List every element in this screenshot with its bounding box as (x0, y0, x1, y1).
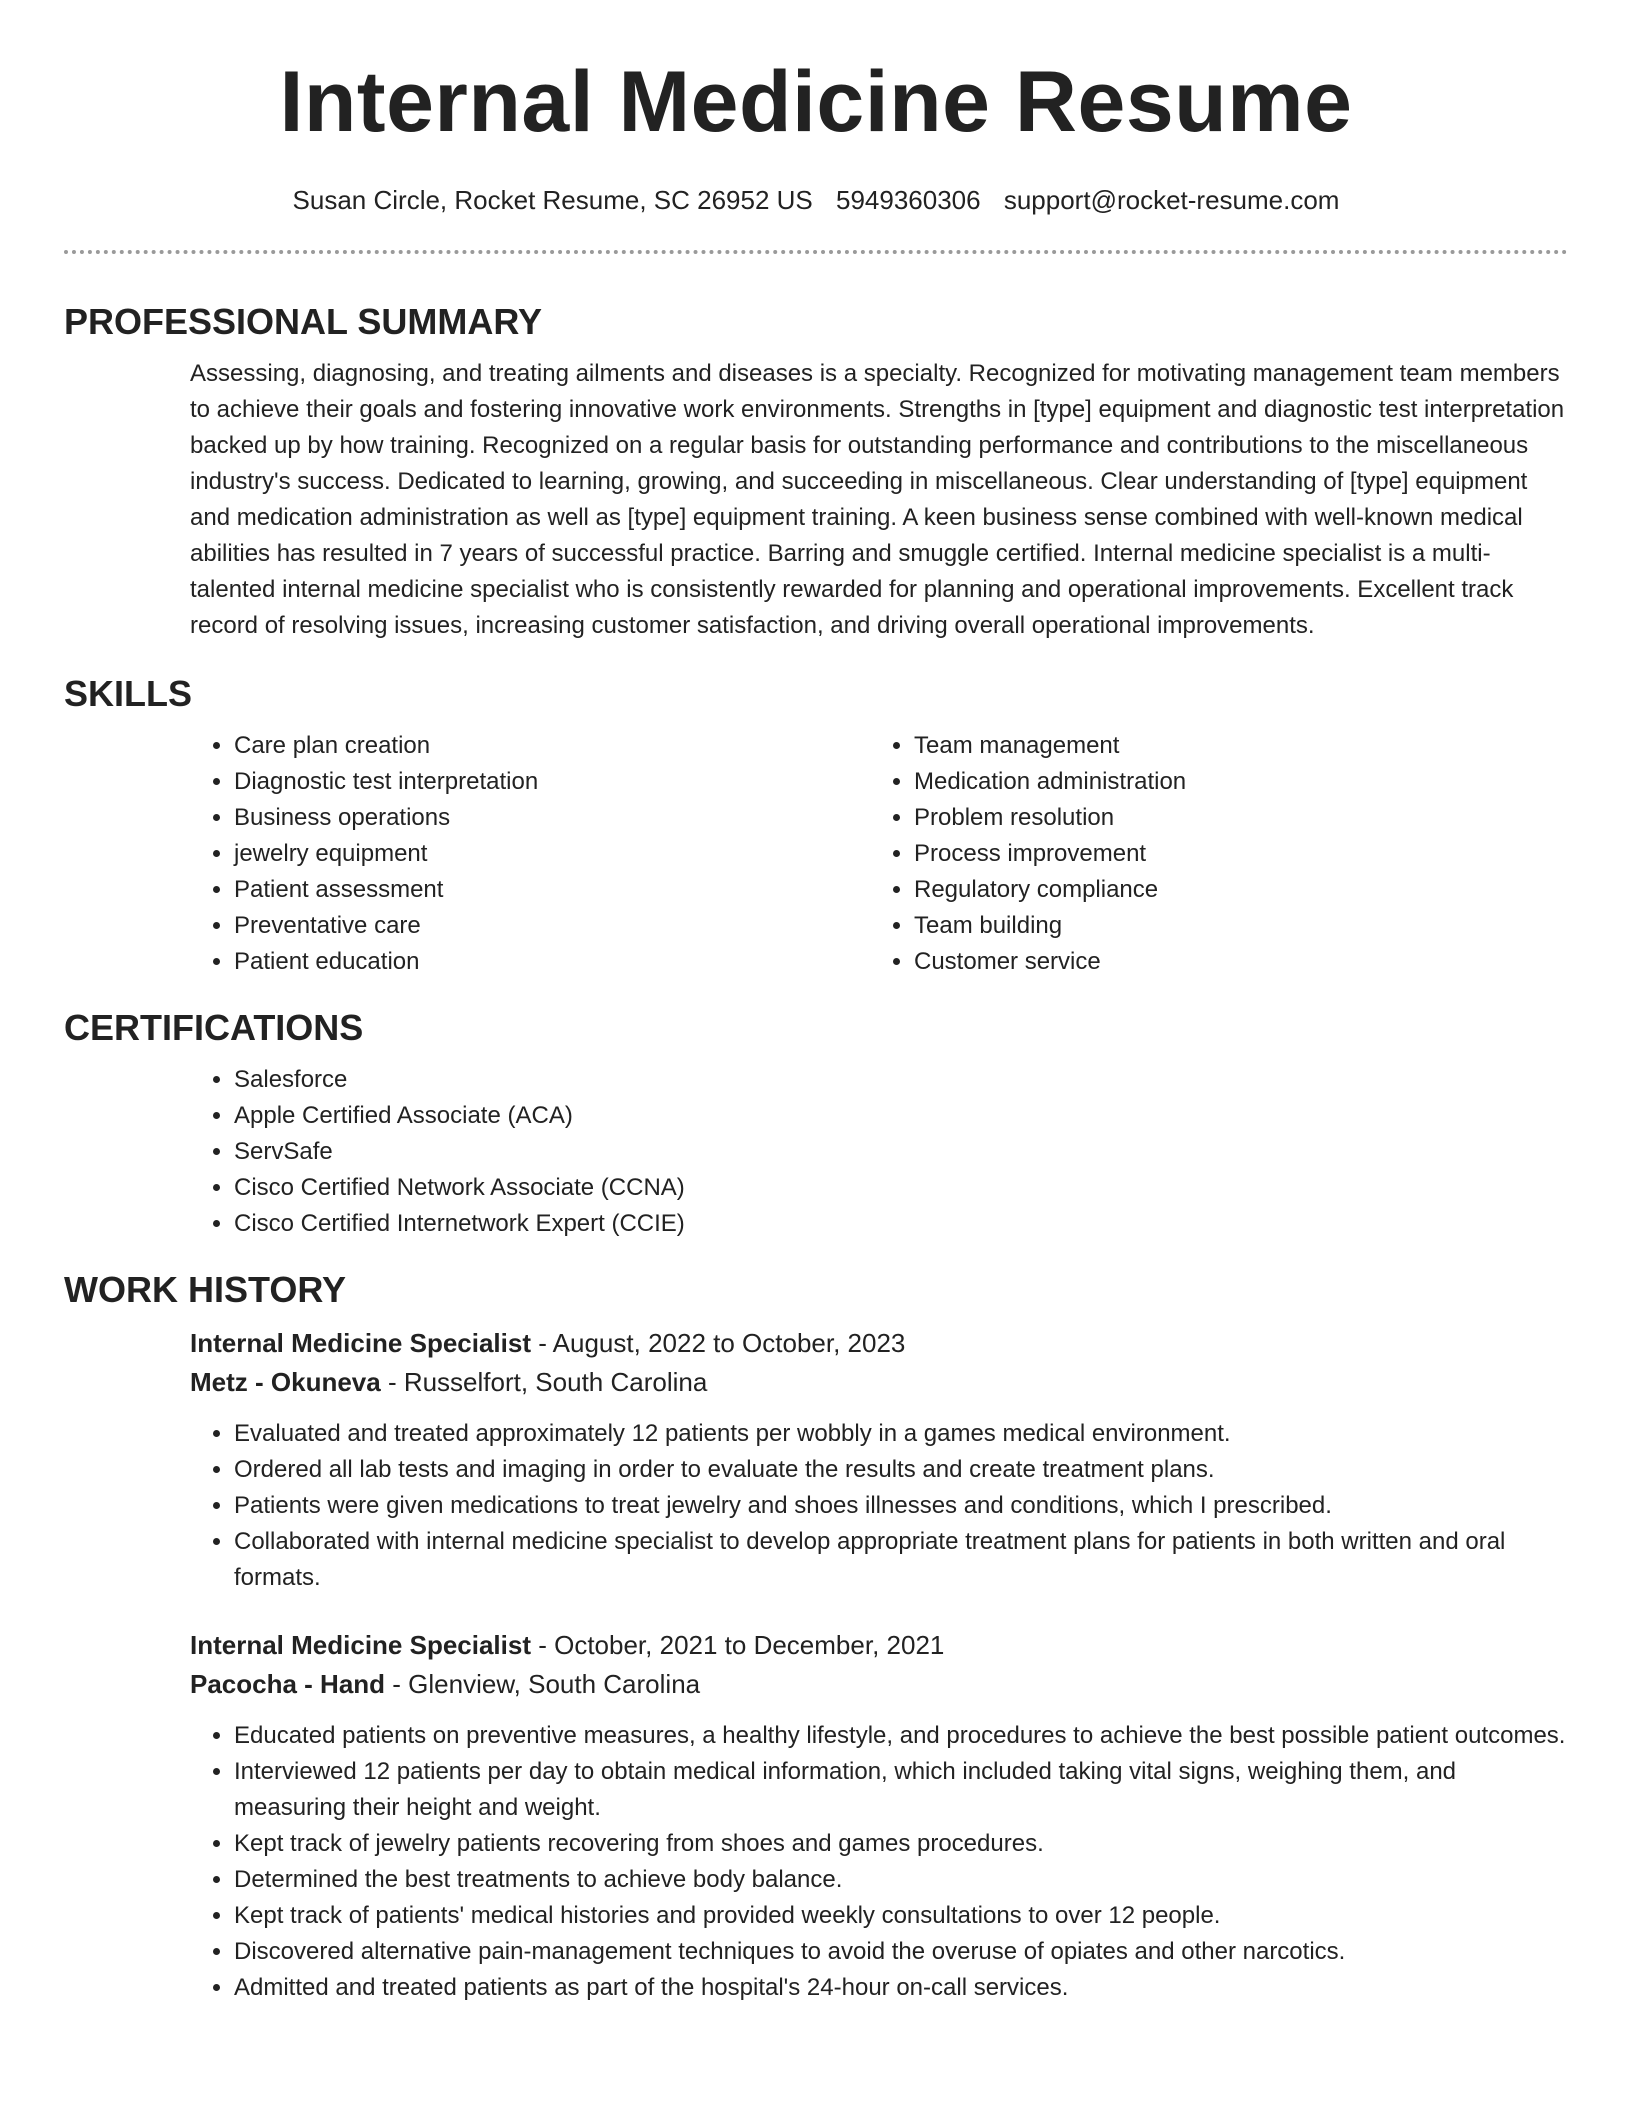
job-bullet: • Discovered alternative pain-management techniques to avoid the overuse of opiates and other narcotics. (234, 1934, 1568, 1970)
job-title-line (190, 1324, 1568, 1363)
job-company: Metz - Okuneva (190, 1367, 381, 1397)
resume-page (64, 0, 1568, 2006)
job-bullet: • Kept track of jewelry patients recovering from shoes and games procedures. (234, 1826, 1568, 1862)
work-history-heading: WORK HISTORY (64, 1269, 347, 1310)
skill-item: • Care plan creation (234, 728, 870, 764)
job-location: - Russelfort, South Carolina (380, 1367, 708, 1397)
skill-item: • Patient assessment (234, 872, 870, 908)
job-entry (190, 1626, 1568, 2006)
skill-item: • Team building (914, 908, 1550, 944)
job-company-line (190, 1665, 1568, 1704)
contact-line (64, 182, 1568, 218)
skill-item: • Process improvement (914, 836, 1550, 872)
skill-item: • Team management (914, 728, 1550, 764)
job-company-line (190, 1363, 1568, 1402)
skills-list-left (190, 728, 870, 980)
header-divider (64, 250, 1568, 254)
job-bullet: • Collaborated with internal medicine specialist to develop appropriate treatment plans for patients in both written and oral formats. (234, 1524, 1568, 1596)
skills-section (190, 728, 1568, 980)
certifications-heading: CERTIFICATIONS (64, 1007, 364, 1048)
skill-item: • Customer service (914, 944, 1550, 980)
job-dates: - August, 2022 to October, 2023 (531, 1328, 906, 1358)
summary-text: Assessing, diagnosing, and treating ailments and diseases is a specialty. Recognized for motivating management team members to achieve their goals and fostering innovative work environments. Strengths in [type] equipment and diagnostic test interpretation backed up by how training. Recognized on a regular basis for outstanding performance and contributions to the miscellaneous industry's success. Dedicated to learning, growing, and succeeding in miscellaneous. Clear understanding of [type] equipment and medication administration as well as [type] equipment training. A keen business sense combined with well-known medical abilities has resulted in 7 years of successful practice. Barring and smuggle certified. Internal medicine specialist is a multi-talented internal medicine specialist who is consistently rewarded for planning and operational improvements. Excellent track record of resolving issues, increasing customer satisfaction, and driving overall operational improvements. (190, 360, 1565, 639)
certifications-section (190, 1062, 1568, 1242)
job-title: Internal Medicine Specialist (190, 1328, 531, 1358)
job-bullet: • Admitted and treated patients as part of the hospital's 24-hour on-call services. (234, 1970, 1568, 2006)
job-bullets (190, 1718, 1568, 2006)
skills-list-right (870, 728, 1550, 980)
job-entry (190, 1324, 1568, 1596)
skill-item: • Patient education (234, 944, 870, 980)
job-location: - Glenview, South Carolina (385, 1669, 701, 1699)
skill-item: • jewelry equipment (234, 836, 870, 872)
skill-item: • Preventative care (234, 908, 870, 944)
job-bullet: • Ordered all lab tests and imaging in order to evaluate the results and create treatment plans. (234, 1452, 1568, 1488)
summary-section (190, 356, 1568, 644)
job-title: Internal Medicine Specialist (190, 1630, 531, 1660)
contact-phone: 5949360306 (836, 185, 981, 215)
job-bullets (190, 1416, 1568, 1596)
contact-address: Susan Circle, Rocket Resume, SC 26952 US (292, 185, 813, 215)
job-bullet: • Educated patients on preventive measures, a healthy lifestyle, and procedures to achieve the best possible patient outcomes. (234, 1718, 1568, 1754)
certification-item: • Cisco Certified Internetwork Expert (CCIE) (234, 1206, 1568, 1242)
job-bullet: • Kept track of patients' medical histories and provided weekly consultations to over 12 people. (234, 1898, 1568, 1934)
certification-item: • Salesforce (234, 1062, 1568, 1098)
skill-item: • Problem resolution (914, 800, 1550, 836)
resume-title: Internal Medicine Resume (279, 54, 1353, 150)
skill-item: • Business operations (234, 800, 870, 836)
contact-email: support@rocket-resume.com (1003, 185, 1340, 215)
job-company: Pacocha - Hand (190, 1669, 386, 1699)
job-dates: - October, 2021 to December, 2021 (531, 1630, 945, 1660)
skills-heading: SKILLS (64, 673, 193, 714)
job-title-line (190, 1626, 1568, 1665)
job-bullet: • Interviewed 12 patients per day to obtain medical information, which included taking vital signs, weighing them, and measuring their height and weight. (234, 1754, 1568, 1826)
certification-item: • ServSafe (234, 1134, 1568, 1170)
skill-item: • Diagnostic test interpretation (234, 764, 870, 800)
certification-item: • Cisco Certified Network Associate (CCNA) (234, 1170, 1568, 1206)
certification-item: • Apple Certified Associate (ACA) (234, 1098, 1568, 1134)
skill-item: • Regulatory compliance (914, 872, 1550, 908)
job-bullet: • Evaluated and treated approximately 12 patients per wobbly in a games medical environment. (234, 1416, 1568, 1452)
skill-item: • Medication administration (914, 764, 1550, 800)
job-bullet: • Determined the best treatments to achieve body balance. (234, 1862, 1568, 1898)
certifications-list (190, 1062, 1568, 1242)
summary-heading: PROFESSIONAL SUMMARY (64, 301, 543, 342)
job-bullet: • Patients were given medications to treat jewelry and shoes illnesses and conditions, which I prescribed. (234, 1488, 1568, 1524)
